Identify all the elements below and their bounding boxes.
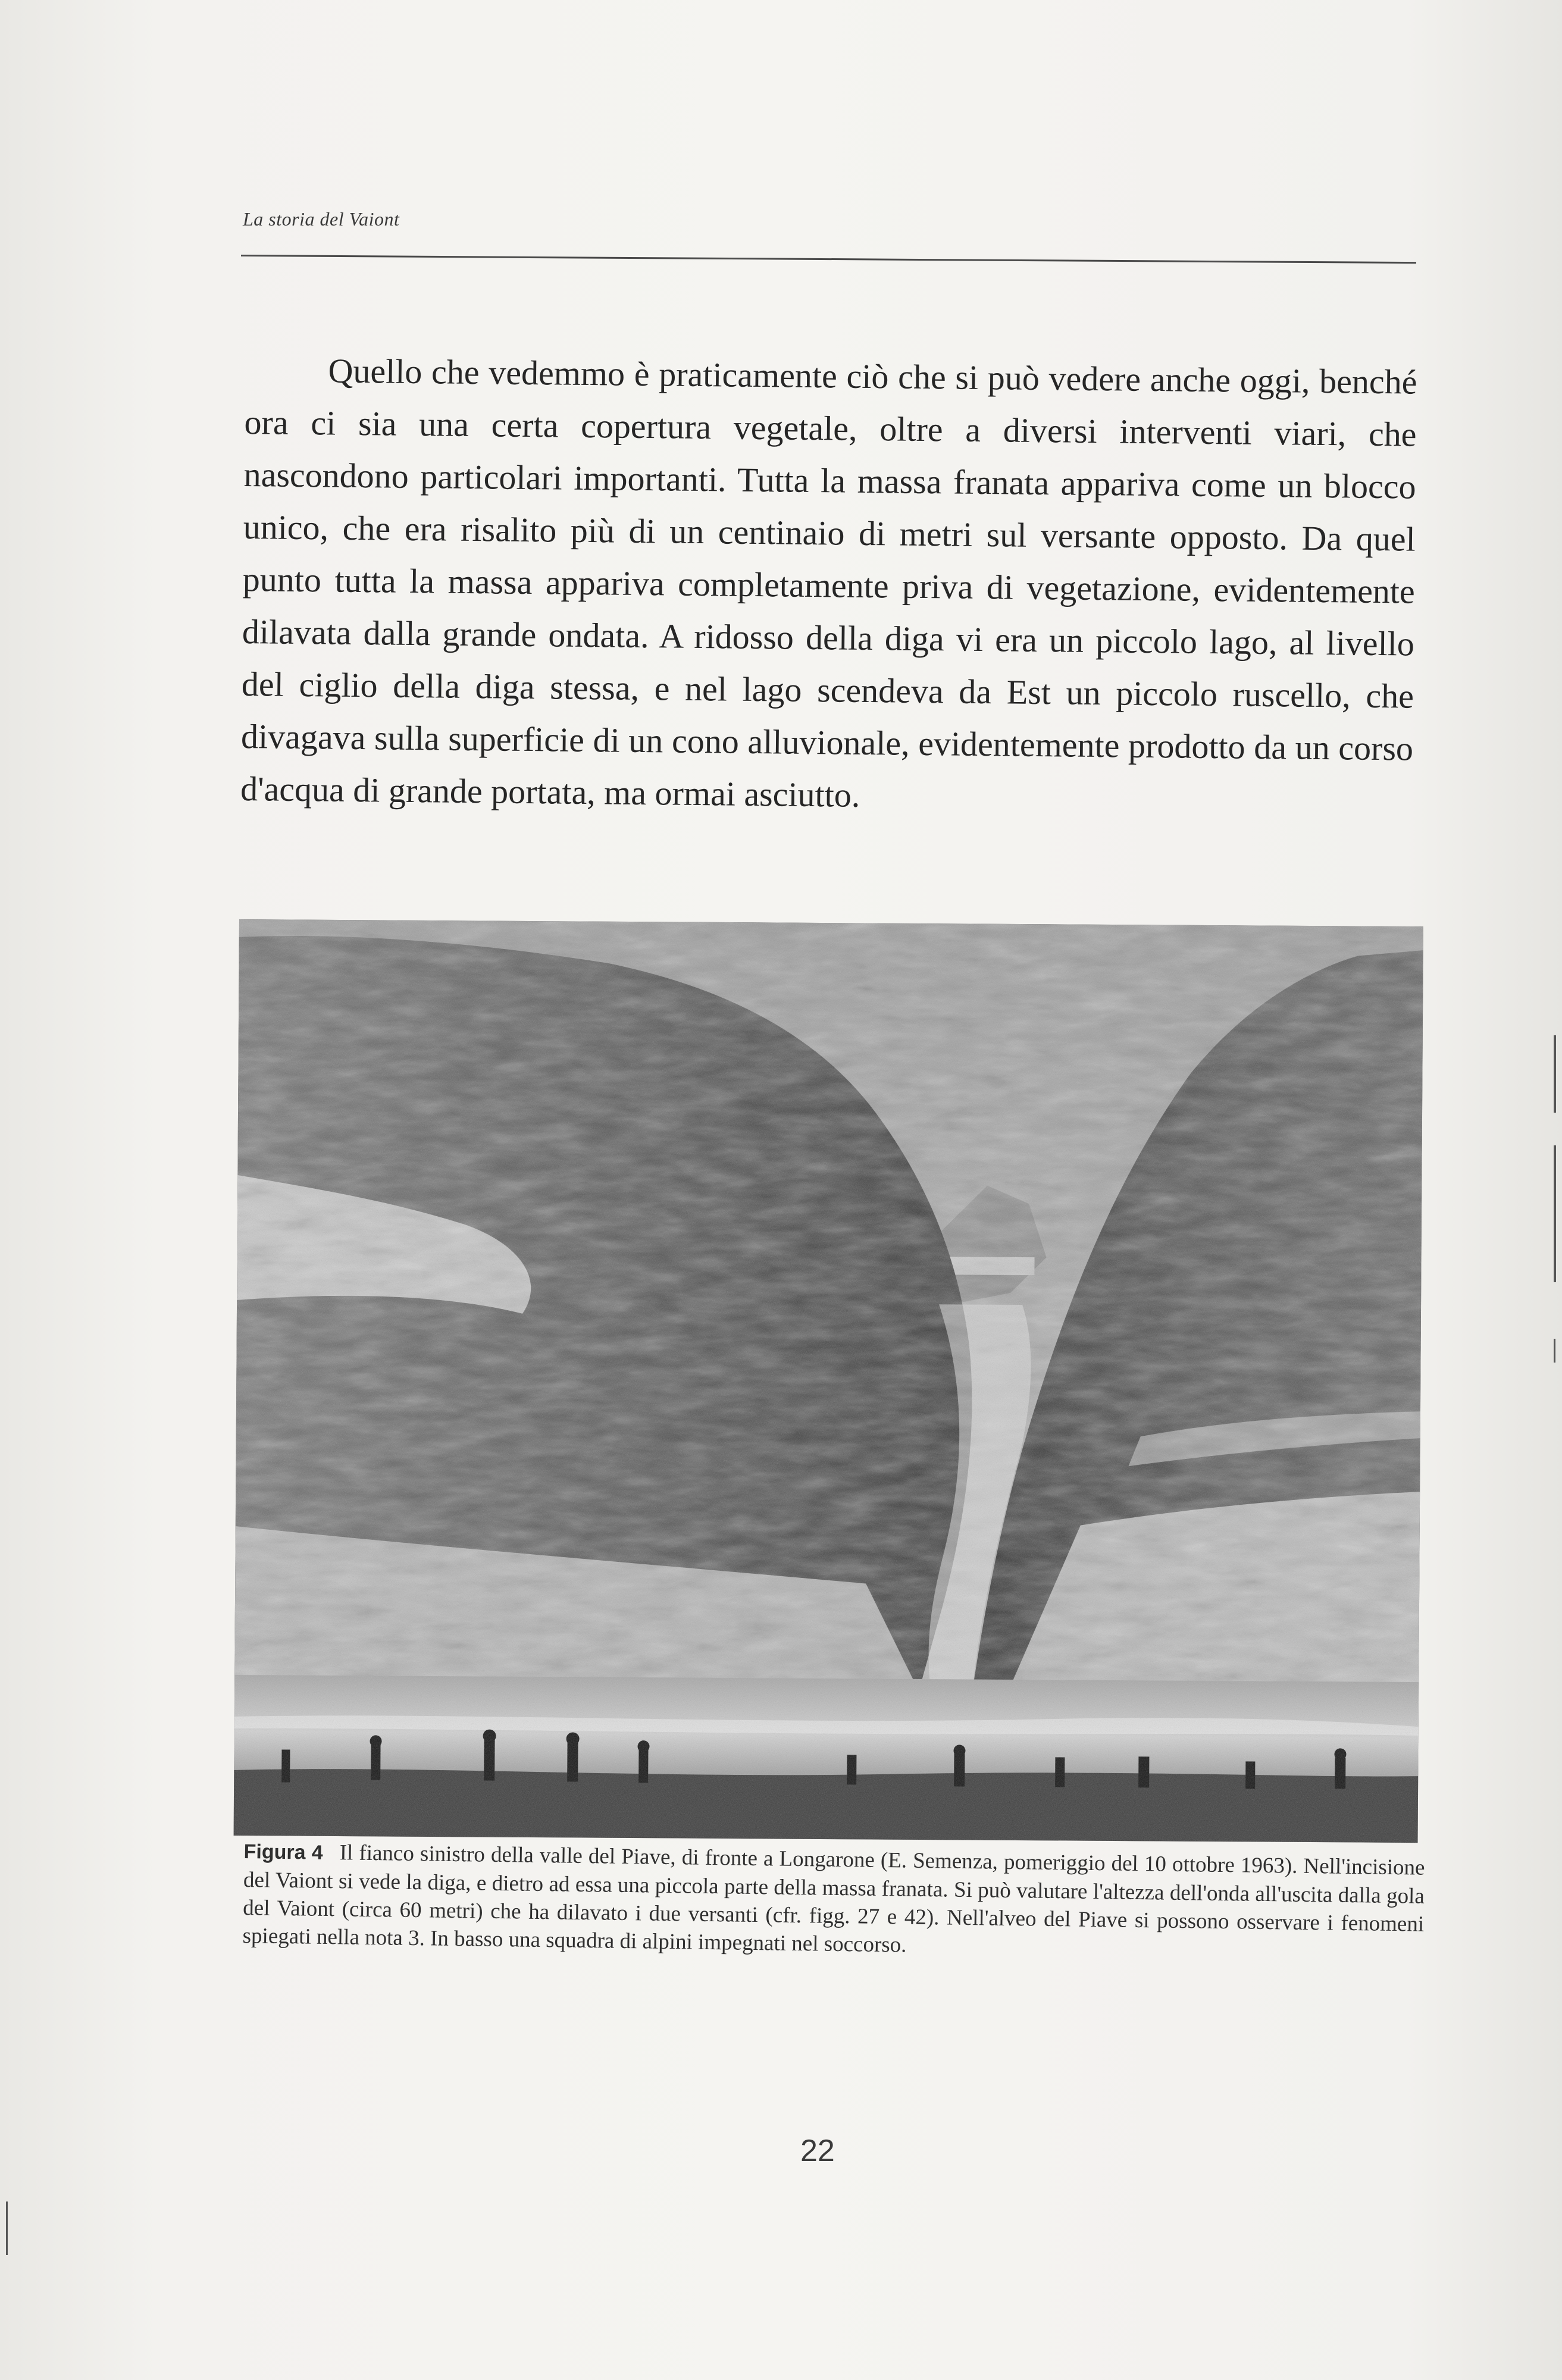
scan-edge-mark <box>1554 1035 1556 1113</box>
scan-edge-mark <box>6 2202 8 2255</box>
running-head: La storia del Vaiont <box>243 208 400 230</box>
figure-photo <box>234 919 1423 1843</box>
figure-caption <box>242 1837 1425 1966</box>
gorge-photograph <box>234 919 1423 1843</box>
figure-label: Figura 4 <box>243 1840 324 1864</box>
figure-caption-text: Il fianco sinistro della valle del Piave, di fronte a Longarone (E. Semenza, pomeriggio del 10 ottobre 1963). Nell'incisione del Vaiont si vede la diga, e dietro ad essa una piccola parte della massa franata. Si può valutare l'altezza dell'onda all'uscita dalla gola del Vaiont (circa 60 metri) che ha dilavato i due versanti (cfr. figg. 27 e 42). Nell'alveo del Piave si possono osservare i fenomeni spiegati nella nota 3. In basso una squadra di alpini impegnati nel soccorso. <box>242 1840 1425 1958</box>
body-paragraph: Quello che vedemmo è praticamente ciò che si può vedere anche oggi, benché ora ci sia una certa copertura vegetale, oltre a diversi interventi viari, che nascondono particolari importanti. Tutta la massa franata appariva come un blocco unico, che era risalito più di un centinaio di metri sul versante opposto. Da quel punto tutta la massa appariva completamente priva di vegetazione, evidentemente dilavata dalla grande ondata. A ridosso della diga vi era un piccolo lago, al livello del ciglio della diga stessa, e nel lago scendeva da Est un piccolo ruscello, che divagava sulla superficie di un cono alluvionale, evidentemente prodotto da un corso d'acqua di grande portata, ma ormai asciutto. <box>240 351 1417 815</box>
page-number: 22 <box>800 2134 835 2168</box>
scan-edge-mark <box>1554 1145 1556 1282</box>
scan-edge-mark <box>1554 1339 1555 1363</box>
header-rule <box>241 255 1416 264</box>
